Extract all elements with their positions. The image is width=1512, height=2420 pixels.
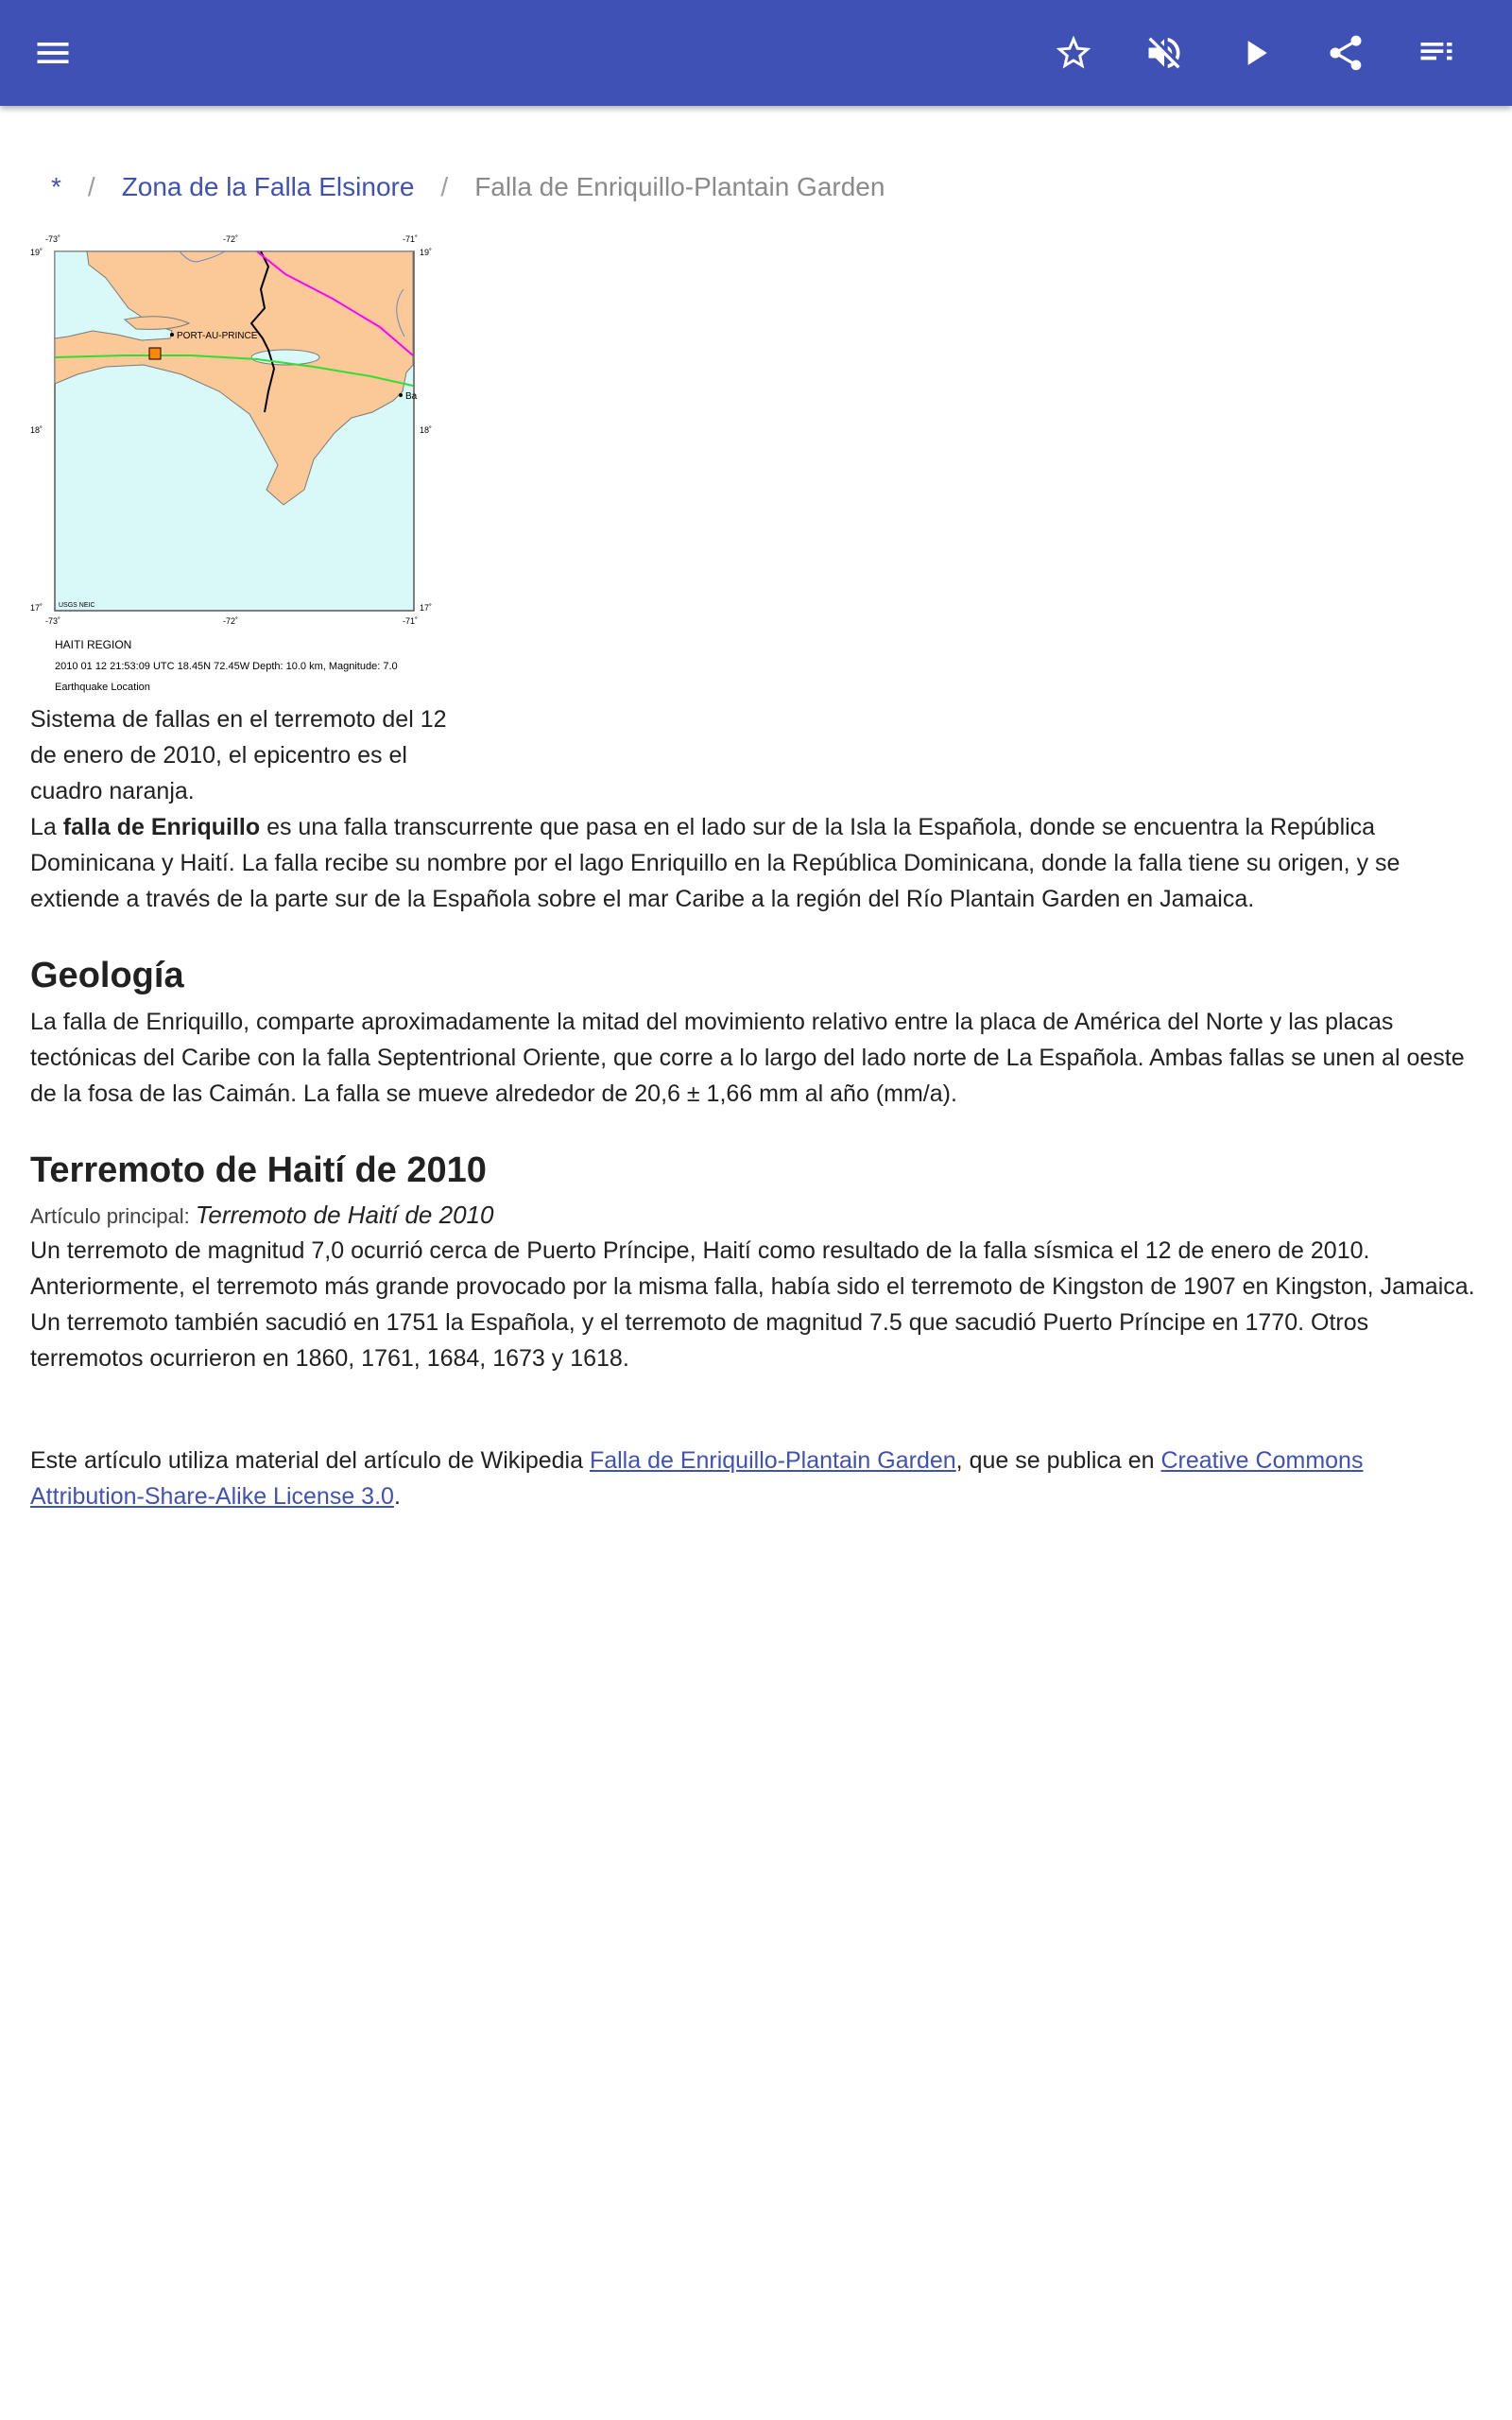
map-lat-label: 19˚ xyxy=(420,248,433,257)
playlist-icon[interactable] xyxy=(1402,19,1470,87)
section-heading-geologia: Geología xyxy=(30,956,184,995)
intro-paragraph xyxy=(30,809,1482,917)
play-icon[interactable] xyxy=(1221,19,1289,87)
main-article-link[interactable]: Terremoto de Haití de 2010 xyxy=(195,1201,494,1229)
map-lat-label: 19˚ xyxy=(30,248,43,257)
map-lon-label: -71˚ xyxy=(403,616,419,626)
star-outline-icon[interactable] xyxy=(1040,19,1108,87)
figure xyxy=(30,233,454,809)
map-city-label: PORT-AU-PRINCE xyxy=(177,331,258,341)
breadcrumb-separator: / xyxy=(440,172,449,201)
intro-bold-term: falla de Enriquillo xyxy=(62,814,261,840)
breadcrumb-current: Falla de Enriquillo-Plantain Garden xyxy=(474,172,885,201)
license-suffix: . xyxy=(393,1483,401,1510)
geologia-paragraph: La falla de Enriquillo, comparte aproximadamente la mitad del movimiento relativo entre la placa de América del Norte y las placas tectónicas del Caribe con la falla Septentrional Oriente, que corre a lo largo del lado norte de La Española. Ambas fallas se unen al oeste de la fosa de las Caimán. La falla se mueve alrededor de 20,6 ± 1,66 mm al año (mm/a). xyxy=(30,1009,1465,1107)
map-lat-label: 18˚ xyxy=(420,425,433,435)
breadcrumb xyxy=(30,161,1482,214)
breadcrumb-parent[interactable]: Zona de la Falla Elsinore xyxy=(121,172,415,201)
map-city-label-2: Ba xyxy=(405,391,418,402)
map-location-label: Earthquake Location xyxy=(55,682,150,693)
wikipedia-article-link[interactable]: Falla de Enriquillo-Plantain Garden xyxy=(589,1447,956,1474)
menu-icon[interactable] xyxy=(19,19,87,87)
license-link[interactable]: Creative Commons Attribution-Share-Alike License 3.0 xyxy=(30,1447,1364,1510)
intro-prefix: La xyxy=(30,814,63,840)
haiti-earthquake-map[interactable] xyxy=(30,233,454,701)
figure-caption: Sistema de fallas en el terremoto del 12 de enero de 2010, el epicentro es el cuadro naranja. xyxy=(30,706,447,804)
main-article-label: Artículo principal: xyxy=(30,1204,190,1228)
map-lon-label: -72˚ xyxy=(223,616,239,626)
map-lat-label: 18˚ xyxy=(30,425,43,435)
map-lon-label: -73˚ xyxy=(45,234,61,244)
license-paragraph xyxy=(30,1443,1482,1514)
breadcrumb-home[interactable]: * xyxy=(51,172,61,201)
map-region-label: HAITI REGION xyxy=(55,638,132,651)
map-lon-label: -71˚ xyxy=(403,234,419,244)
breadcrumb-separator: / xyxy=(87,172,95,201)
map-lon-label: -73˚ xyxy=(45,616,61,626)
license-middle: , que se publica en xyxy=(955,1447,1161,1474)
terremoto-paragraph: Un terremoto de magnitud 7,0 ocurrió cerca de Puerto Príncipe, Haití como resultado de la falla sísmica el 12 de enero de 2010. Anteriormente, el terremoto más grande provocado por la misma falla, había sido el terremoto de Kingston de 1907 en Kingston, Jamaica. Un terremoto también sacudió en 1751 la Española, y el terremoto de magnitud 7.5 que sacudió Puerto Príncipe en 1770. Otros terremotos ocurrieron en 1860, 1761, 1684, 1673 y 1618. xyxy=(30,1237,1475,1372)
map-details-label: 2010 01 12 21:53:09 UTC 18.45N 72.45W Depth: 10.0 km, Magnitude: 7.0 xyxy=(55,661,398,672)
share-icon[interactable] xyxy=(1312,19,1380,87)
app-bar xyxy=(0,0,1512,106)
license-prefix: Este artículo utiliza material del artículo de Wikipedia xyxy=(30,1447,590,1474)
section-heading-terremoto: Terremoto de Haití de 2010 xyxy=(30,1150,487,1190)
map-lat-label: 17˚ xyxy=(30,603,43,613)
article-content xyxy=(30,161,1482,1514)
map-lon-label: -72˚ xyxy=(223,234,239,244)
intro-text: es una falla transcurrente que pasa en el lado sur de la Isla la Española, donde se encuentra la República Dominicana y Haití. La falla recibe su nombre por el lago Enriquillo en la República Dominicana, donde la falla tiene su origen, y se extiende a través de la parte sur de la Española sobre el mar Caribe a la región del Río Plantain Garden en Jamaica. xyxy=(30,814,1400,912)
map-credit: USGS NEIC xyxy=(59,602,95,609)
volume-off-icon[interactable] xyxy=(1130,19,1198,87)
map-lat-label: 17˚ xyxy=(420,603,433,613)
main-article-note xyxy=(30,1199,1482,1233)
